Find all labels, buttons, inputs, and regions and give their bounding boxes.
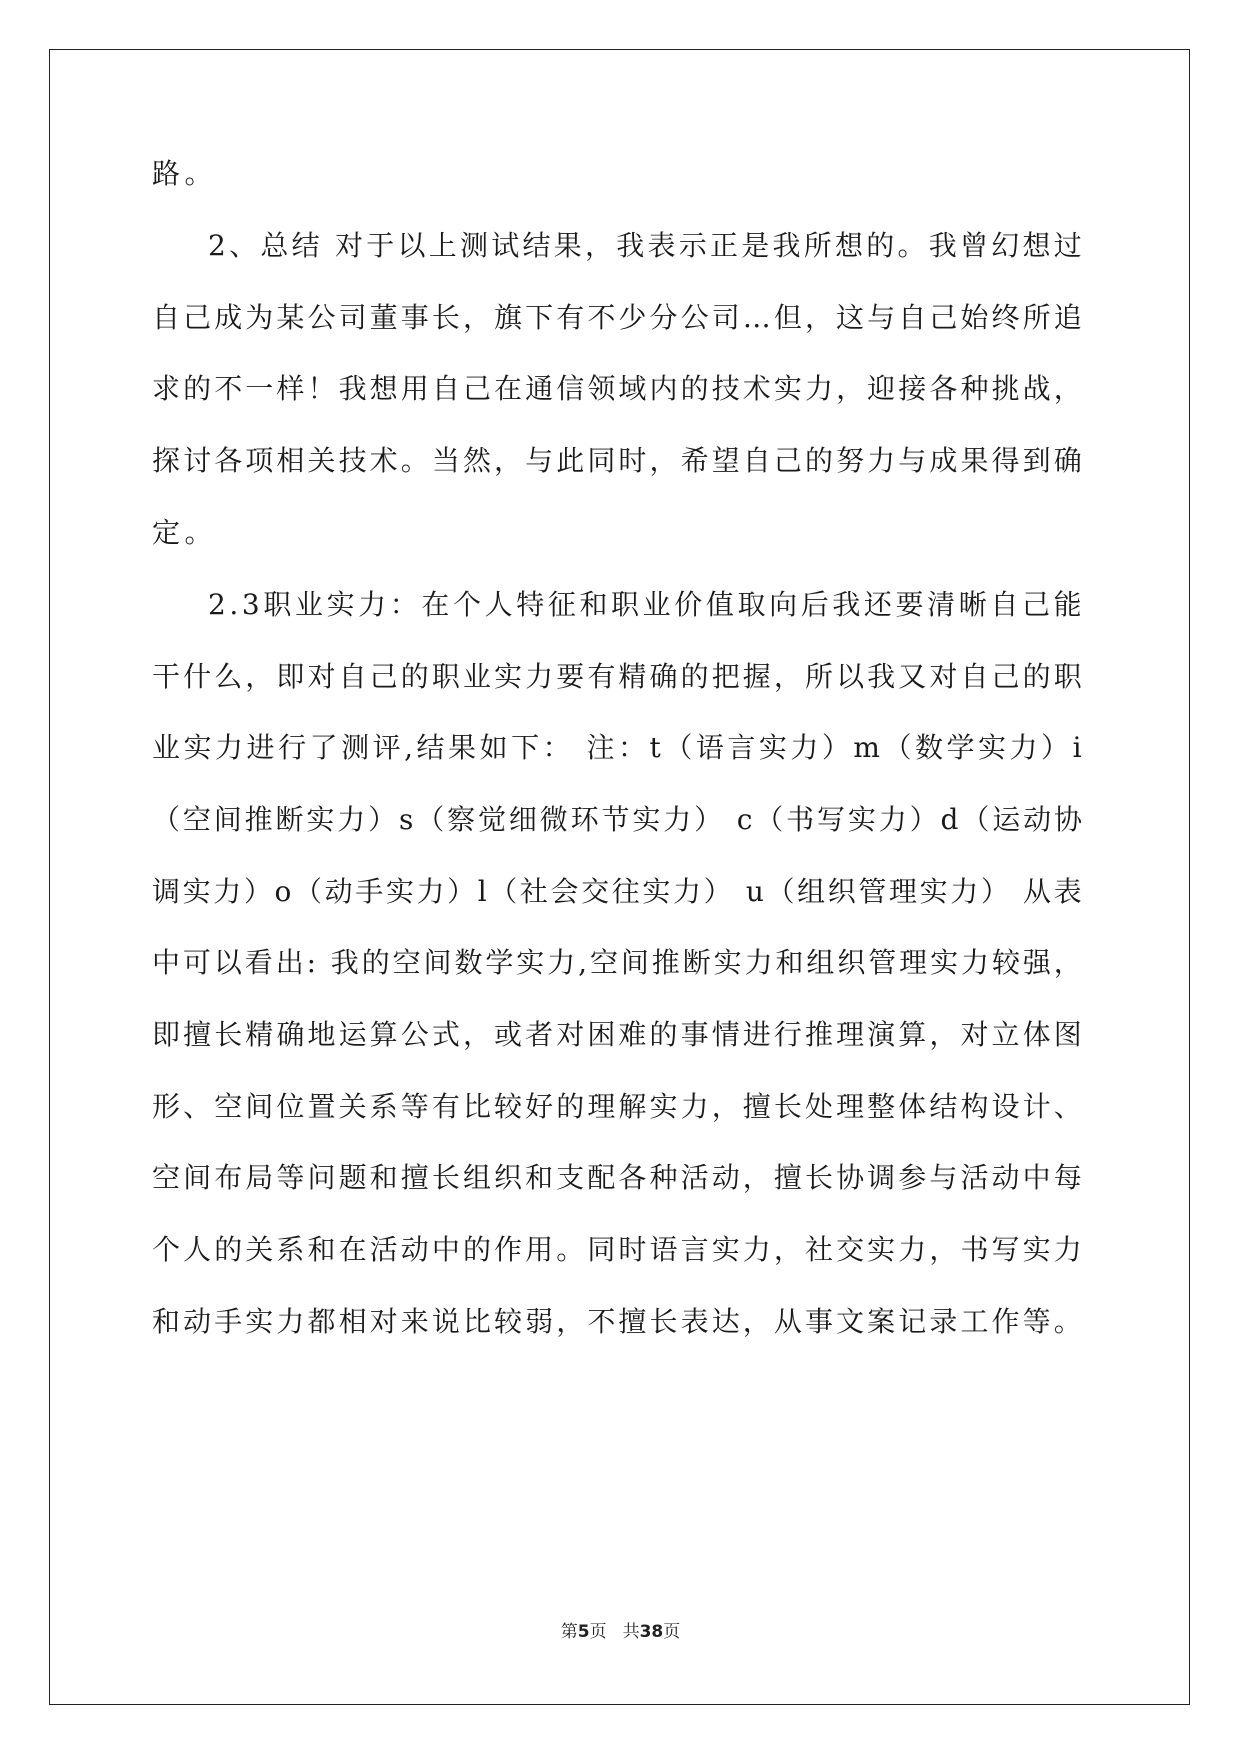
footer-page-suffix: 页 (589, 1622, 607, 1642)
text-line: 个 人 的 关 系 和 在 活 动 中 的 作 用 。 同 时 语 言 实 力 ， 社 交 实 力 ， 书 写 实 力 (152, 1233, 1082, 1266)
footer-total-suffix: 页 (663, 1622, 681, 1642)
footer-total-prefix: 共 (622, 1622, 640, 1642)
text-line: 2 、 总 结 对 于 以 上 测 试 结 果 ， 我 表 示 正 是 我 所 想 的 。 我 曾 幻 想 过 (208, 229, 1082, 262)
text-line: 业 实 力 进 行 了 测 评 , 结 果 如 下 ： 注 ： t （ 语 言 实 力 ） m （ 数 学 实 力 ） i (152, 731, 1082, 764)
page-footer (0, 1620, 1241, 1644)
text-line: 形 、 空 间 位 置 关 系 等 有 比 较 好 的 理 解 实 力 ， 擅 长 处 理 整 体 结 构 设 计 、 (152, 1090, 1082, 1123)
text-line: （ 空 间 推 断 实 力 ） s （ 察 觉 细 微 环 节 实 力 ） c （ 书 写 实 力 ） d （ 运 动 协 (152, 803, 1082, 836)
footer-total-pages: 38 (639, 1622, 664, 1642)
text-line: 调 实 力 ） o （ 动 手 实 力 ） l （ 社 会 交 往 实 力 ） u （ 组 织 管 理 实 力 ） 从 表 (152, 875, 1082, 908)
text-line: 和 动 手 实 力 都 相 对 来 说 比 较 弱 ， 不 擅 长 表 达 ， 从 事 文 案 记 录 工 作 等 。 (152, 1305, 1082, 1338)
text-line: 干 什 么 ， 即 对 自 己 的 职 业 实 力 要 有 精 确 的 把 握 ， 所 以 我 又 对 自 己 的 职 (152, 660, 1082, 693)
text-line: 自 己 成 为 某 公 司 董 事 长 ， 旗 下 有 不 少 分 公 司 … 但 ， 这 与 自 己 始 终 所 追 (152, 301, 1082, 334)
text-line: 中 可 以 看 出 : 我 的 空 间 数 学 实 力 , 空 间 推 断 实 力 和 组 织 管 理 实 力 较 强 ， (152, 946, 1082, 979)
text-line: 空 间 布 局 等 问 题 和 擅 长 组 织 和 支 配 各 种 活 动 ， 擅 长 协 调 参 与 活 动 中 每 (152, 1161, 1082, 1194)
text-line: 2 . 3 职 业 实 力 ： 在 个 人 特 征 和 职 业 价 值 取 向 后 我 还 要 清 晰 自 己 能 (208, 588, 1082, 621)
text-line: 求 的 不 一 样 ！ 我 想 用 自 己 在 通 信 领 域 内 的 技 术 实 力 ， 迎 接 各 种 挑 战 ， (152, 372, 1082, 405)
footer-page-number: 5 (577, 1622, 590, 1642)
text-line: 路。 (152, 157, 218, 190)
footer-prefix: 第 (560, 1622, 578, 1642)
text-line: 定。 (152, 516, 218, 549)
text-line: 探 讨 各 项 相 关 技 术 。 当 然 ， 与 此 同 时 ， 希 望 自 己 的 努 力 与 成 果 得 到 确 (152, 444, 1082, 477)
text-line: 即 擅 长 精 确 地 运 算 公 式 ， 或 者 对 困 难 的 事 情 进 行 推 理 演 算 ， 对 立 体 图 (152, 1018, 1082, 1051)
